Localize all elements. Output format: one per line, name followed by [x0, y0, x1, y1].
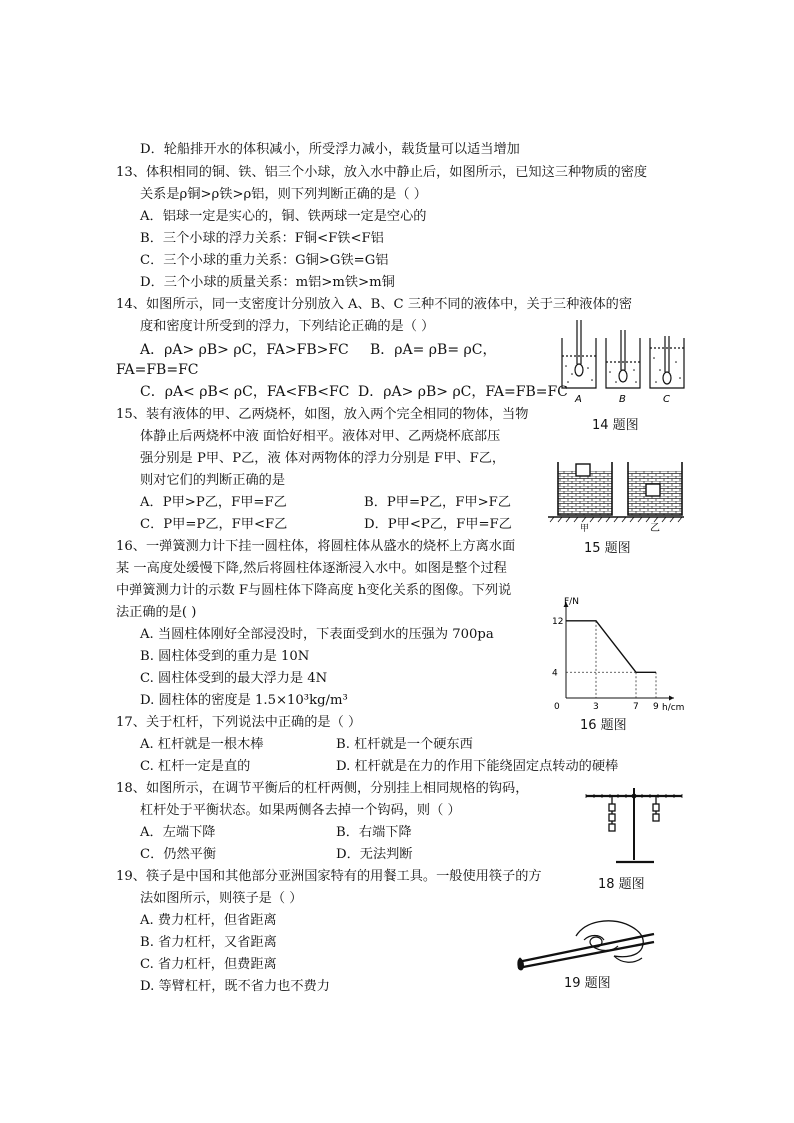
- q15-option-a: A．P甲>P乙，F甲=F乙: [140, 495, 287, 510]
- q13-stem-1: 13、体积相同的铜、铁、铝三个小球，放入水中静止后，如图所示，已知这三种物质的密度: [116, 165, 648, 180]
- fig14-label-a: A: [575, 394, 582, 405]
- x-tick-label: 7: [633, 702, 639, 712]
- q13-stem-2: 关系是ρ铜>ρ铁>ρ铝，则下列判断正确的是（ ）: [140, 187, 427, 202]
- x-tick-label: 3: [593, 702, 599, 712]
- q15-stem-4: 则对它们的判断正确的是: [140, 473, 286, 488]
- q18-stem-2: 杠杆处于平衡状态。如果两侧各去掉一个钩码，则（ ）: [140, 803, 461, 818]
- series-line: [566, 621, 656, 672]
- fig15-label-jia: 甲: [580, 524, 590, 534]
- q18-option-a: A．左端下降: [140, 825, 216, 840]
- q14-option-b: B．ρA= ρB= ρC，: [370, 342, 497, 358]
- q14-option-c: C．ρA< ρB< ρC，FA<FB<FC: [140, 384, 350, 400]
- fig14-hydrometer-diagram: [556, 318, 691, 404]
- x-tick-label: 9: [653, 702, 659, 712]
- q12-option-d: D．轮船排开水的体积减小，所受浮力减小，载货量可以适当增加: [140, 142, 520, 157]
- x-tick-label: 0: [554, 702, 560, 712]
- q13-option-d: D．三个小球的质量关系：m铝>m铁>m铜: [140, 275, 395, 290]
- q16-option-c: C. 圆柱体受到的最大浮力是 4N: [140, 671, 328, 686]
- q19-option-c: C. 省力杠杆，但费距离: [140, 957, 277, 972]
- q15-option-d: D．P甲<P乙，F甲=F乙: [364, 517, 512, 532]
- q19-stem-2: 法如图所示，则筷子是（ ）: [140, 891, 303, 906]
- chart-axes: [564, 602, 675, 701]
- q16-option-a: A. 当圆柱体刚好全部浸没时，下表面受到水的压强为 700pa: [140, 627, 494, 642]
- y-tick-label: 12: [552, 616, 564, 627]
- q13-option-a: A．铝球一定是实心的，铜、铁两球一定是空心的: [140, 209, 427, 224]
- q15-stem-2: 体静止后两烧杯中液 面恰好相平。液体对甲、乙两烧杯底部压: [140, 429, 501, 444]
- q17-option-b: B. 杠杆就是一个硬东西: [336, 737, 473, 752]
- q16-stem-2: 某 一高度处缓慢下降,然后将圆柱体逐渐浸入水中。如图是整个过程: [116, 561, 507, 576]
- q19-option-a: A. 费力杠杆，但省距离: [140, 913, 277, 928]
- q18-option-d: D．无法判断: [336, 847, 413, 862]
- q14-option-d: D．ρA> ρB> ρC，FA=FB=FC: [358, 384, 568, 400]
- chart-guides: [566, 621, 656, 698]
- q17-option-d: D. 杠杆就是在力的作用下能绕固定点转动的硬棒: [336, 759, 619, 774]
- fig14-label-b: B: [619, 394, 626, 405]
- q15-option-c: C．P甲=P乙，F甲<F乙: [140, 517, 288, 532]
- fig19-caption: 19 题图: [564, 976, 611, 991]
- q16-stem-3: 中弹簧测力计的示数 F与圆柱体下降高度 h变化关系的图像。下列说: [116, 583, 512, 598]
- y-axis-label: F/N: [564, 597, 579, 607]
- fig18-caption: 18 题图: [598, 877, 645, 892]
- q19-option-b: B. 省力杠杆，又省距离: [140, 935, 277, 950]
- fig16-caption: 16 题图: [580, 718, 627, 733]
- fig15-beakers-diagram: [546, 456, 686, 532]
- x-axis-arrow: [669, 696, 674, 701]
- q15-stem-1: 15、装有液体的甲、乙两烧杯，如图，放入两个完全相同的物体，当物: [116, 407, 529, 422]
- q16-stem-4: 法正确的是( ): [116, 605, 197, 620]
- q16-option-b: B. 圆柱体受到的重力是 10N: [140, 649, 310, 664]
- q14-stem-2: 度和密度计所受到的浮力，下列结论正确的是（ ）: [140, 319, 435, 334]
- q19-option-d: D. 等臂杠杆，既不省力也不费力: [140, 979, 330, 994]
- fig16-force-height-chart: [540, 594, 685, 713]
- q15-option-b: B．P甲=P乙，F甲>F乙: [364, 495, 511, 510]
- q16-stem-1: 16、一弹簧测力计下挂一圆柱体，将圆柱体从盛水的烧杯上方离水面: [116, 539, 516, 554]
- y-tick-label: 4: [552, 668, 558, 679]
- fig14-label-c: C: [663, 394, 670, 405]
- q14-option-b-cont: FA=FB=FC: [116, 362, 199, 378]
- q14-option-a: A．ρA> ρB> ρC，FA>FB>FC: [140, 342, 349, 358]
- q16-option-d: D. 圆柱体的密度是 1.5×10³kg/m³: [140, 693, 348, 708]
- q14-stem-1: 14、如图所示，同一支密度计分别放入 A、B、C 三种不同的液体中，关于三种液体的密: [116, 297, 633, 312]
- q13-option-c: C．三个小球的重力关系：G铜>G铁=G铝: [140, 253, 389, 268]
- fig18-lever-diagram: [582, 782, 686, 866]
- q18-stem-1: 18、如图所示，在调节平衡后的杠杆两侧，分别挂上相同规格的钩码，: [116, 781, 529, 796]
- fig14-caption: 14 题图: [592, 418, 639, 433]
- fig19-chopsticks-diagram: [514, 912, 662, 974]
- fig15-caption: 15 题图: [584, 541, 631, 556]
- x-axis-label: h/cm: [662, 703, 685, 713]
- fig15-label-yi: 乙: [650, 523, 660, 534]
- q19-stem-1: 19、筷子是中国和其他部分亚洲国家特有的用餐工具。一般使用筷子的方: [116, 869, 542, 884]
- q18-option-c: C．仍然平衡: [140, 847, 217, 862]
- q17-option-c: C. 杠杆一定是直的: [140, 759, 251, 774]
- q15-stem-3: 强分别是 P甲、P乙，液 体对两物体的浮力分别是 F甲、F乙，: [140, 451, 506, 466]
- q13-option-b: B．三个小球的浮力关系：F铜<F铁<F铝: [140, 231, 384, 246]
- q18-option-b: B．右端下降: [336, 825, 412, 840]
- q17-stem: 17、关于杠杆，下列说法中正确的是（ ）: [116, 715, 362, 730]
- q17-option-a: A. 杠杆就是一根木棒: [140, 737, 264, 752]
